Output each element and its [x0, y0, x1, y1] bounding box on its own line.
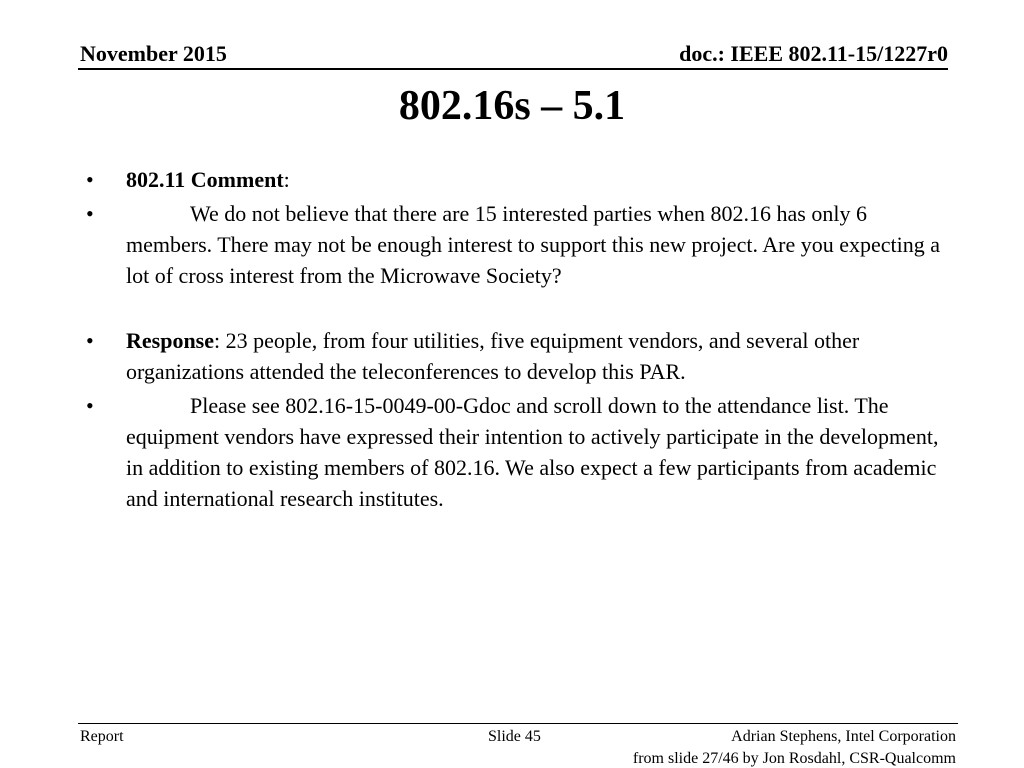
comment-label: 802.11 Comment	[126, 167, 284, 192]
bullet-response-detail	[84, 390, 944, 514]
bullet-comment-text	[84, 198, 944, 291]
response-label: Response	[126, 328, 215, 353]
comment-separator: :	[283, 167, 290, 192]
response-separator: :	[214, 328, 221, 353]
header-date: November 2015	[80, 41, 227, 66]
footer-source-note: from slide 27/46 by Jon Rosdahl, CSR-Qualcomm	[632, 750, 956, 767]
bullet-comment-label	[84, 164, 944, 195]
header-divider	[78, 68, 948, 70]
bullet-icon: •	[86, 201, 94, 226]
response-text: 23 people, from four utilities, five equipment vendors, and several other organizations attended the teleconferences to develop this PAR.	[126, 328, 860, 384]
footer-left: Report	[80, 728, 124, 745]
bullet-icon: •	[86, 393, 94, 418]
footer-divider	[78, 723, 958, 724]
bullet-icon: •	[86, 167, 94, 192]
slide-body	[84, 164, 944, 517]
paragraph-spacer	[84, 294, 944, 325]
bullet-response	[84, 325, 944, 387]
header-doc-id: doc.: IEEE 802.11-15/1227r0	[679, 41, 948, 66]
slide-number: Slide 45	[488, 728, 541, 745]
bullet-icon: •	[86, 328, 94, 353]
slide-title: 802.16s – 5.1	[398, 83, 626, 129]
response-detail-text: Please see 802.16-15-0049-00-Gdoc and scroll down to the attendance list. The equipment vendors have expressed their intention to actively participate in the development, in addition to existing members of 802.16. We also expect a few participants from academic and international research institutes.	[126, 393, 939, 511]
comment-text: We do not believe that there are 15 interested parties when 802.16 has only 6 members. There may not be enough interest to support this new project. Are you expecting a lot of cross interest from the Microwave Society?	[126, 201, 940, 288]
footer-author: Adrian Stephens, Intel Corporation	[731, 728, 956, 745]
